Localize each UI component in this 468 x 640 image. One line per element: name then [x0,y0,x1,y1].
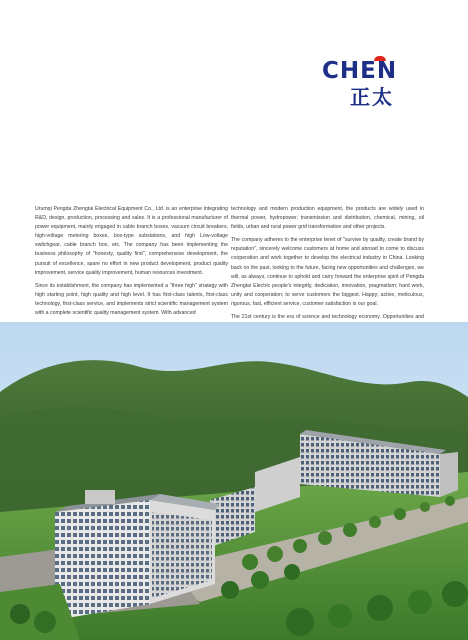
paragraph: The 21st century is the era of science and technology economy. Opportunities and [231,314,424,321]
paragraph: Urumqi Pengda Zhengtai Electrical Equipment Co., Ltd. is an enterprise integrating R&D, design, production, processing and sales. It is a professional manufacturer of power equipment, mainly engaged in cable branch boxes, vacuum circuit breakers, high-voltage metering boxes, box-type substations, and high Low-voltage switchgear, cable branch box, etc. The company has been implementing the business philosophy of "honesty, quality first", comprehensive development, the pursuit of excellence, spare no effort in new product development, product quality improvement, service quality improvement, human resources investment. [35,206,228,276]
paragraph: technology and modern production equipment, the products are widely used in thermal power, hydropower, transmission and distribution, chemical, mining, oil fields, urban and rural power grid transformation and other projects. [231,206,424,231]
paragraph: The company adheres to the enterprise tenet of "survive by quality, create brand by reputation", sincerely welcome customers at home and abroad to come to discuss cooperation and work together to develop the electrical industry in China. Looking back on the past, looking to the future, facing new opportunities and challenges, we will, as always, continue to uphold and carry forward the enterprise spirit of Pengda Zhengtai Electric people's integrity, dedication, innovation, pragmatism; hard work, unity and cooperation; to serve customers the biggest. Happy; active, meticulous, rigorous, fast, efficient service, customer satisfaction is our goal. [231,237,424,307]
company-logo [322,60,440,110]
logo-chinese-text: 正太 [350,85,394,109]
factory-campus-photo [0,322,468,640]
intro-column-left [35,205,228,322]
paragraph: Since its establishment, the company has implemented a "three high" strategy with high starting point, high quality and high level. It has first-class talents, first-class technology, first-class service, and implements strict scientific management system with a complete scientific quality management system. With advanced [35,282,228,317]
logo-latin-text: CHEN [322,58,398,84]
